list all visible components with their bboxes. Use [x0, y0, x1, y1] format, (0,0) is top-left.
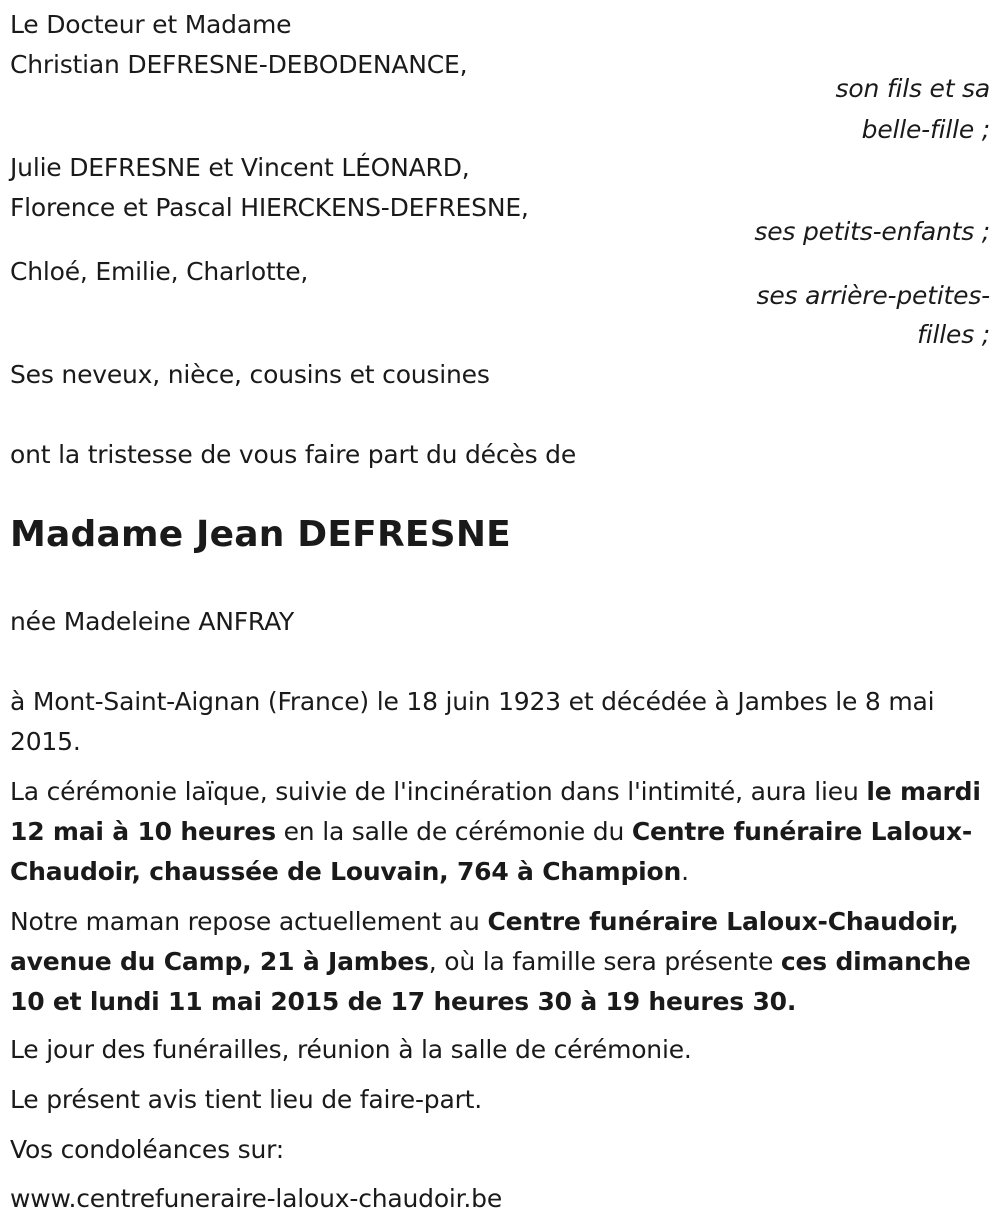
ceremony-date: le mardi 12 mai à 10 heures	[10, 777, 981, 846]
ceremony-middle: en la salle de cérémonie du	[275, 817, 632, 846]
great-grandchildren-role-line-2: filles ;	[917, 320, 990, 349]
grandchildren-role: ses petits-enfants ;	[754, 217, 990, 246]
ceremony-end: .	[681, 857, 689, 886]
grandchildren-line-2: Florence et Pascal HIERCKENS-DEFRESNE,	[10, 193, 529, 222]
other-relatives: Ses neveux, nièce, cousins et cousines	[10, 360, 490, 389]
condolences-website-link[interactable]: www.centrefuneraire-laloux-chaudoir.be	[10, 1184, 503, 1213]
son-role-line-1: son fils et sa	[835, 74, 990, 103]
maiden-name: née Madeleine ANFRAY	[10, 607, 295, 636]
rest-place: Centre funéraire Laloux-Chaudoir, avenue du Camp, 21 à Jambes	[10, 907, 959, 976]
rest-paragraph	[10, 902, 985, 1022]
great-grandchildren: Chloé, Emilie, Charlotte,	[10, 257, 309, 286]
announcement-text: ont la tristesse de vous faire part du décès de	[10, 440, 577, 469]
rest-intro: Notre maman repose actuellement au	[10, 907, 488, 936]
great-grandchildren-role-line-1: ses arrière-petites-	[756, 281, 990, 310]
funeral-day-text: Le jour des funérailles, réunion à la salle de cérémonie.	[10, 1035, 692, 1064]
rest-middle: , où la famille sera présente	[428, 947, 781, 976]
son-line-1: Le Docteur et Madame	[10, 10, 292, 39]
son-role-line-2: belle-fille ;	[861, 115, 990, 144]
deceased-name: Madame Jean DEFRESNE	[10, 514, 511, 555]
condolences-label: Vos condoléances sur:	[10, 1135, 284, 1164]
birth-death-paragraph: à Mont-Saint-Aignan (France) le 18 juin 1923 et décédée à Jambes le 8 mai 2015.	[10, 687, 935, 756]
notice-text: Le présent avis tient lieu de faire-part.	[10, 1085, 483, 1114]
grandchildren-line-1: Julie DEFRESNE et Vincent LÉONARD,	[10, 153, 470, 182]
son-line-2: Christian DEFRESNE-DEBODENANCE,	[10, 50, 468, 79]
ceremony-place: Centre funéraire Laloux-Chaudoir, chaussée de Louvain, 764 à Champion	[10, 817, 973, 886]
ceremony-intro: La cérémonie laïque, suivie de l'incinération dans l'intimité, aura lieu	[10, 777, 867, 806]
rest-dates: ces dimanche 10 et lundi 11 mai 2015 de 17 heures 30 à 19 heures 30.	[10, 947, 971, 1016]
ceremony-paragraph	[10, 772, 985, 892]
